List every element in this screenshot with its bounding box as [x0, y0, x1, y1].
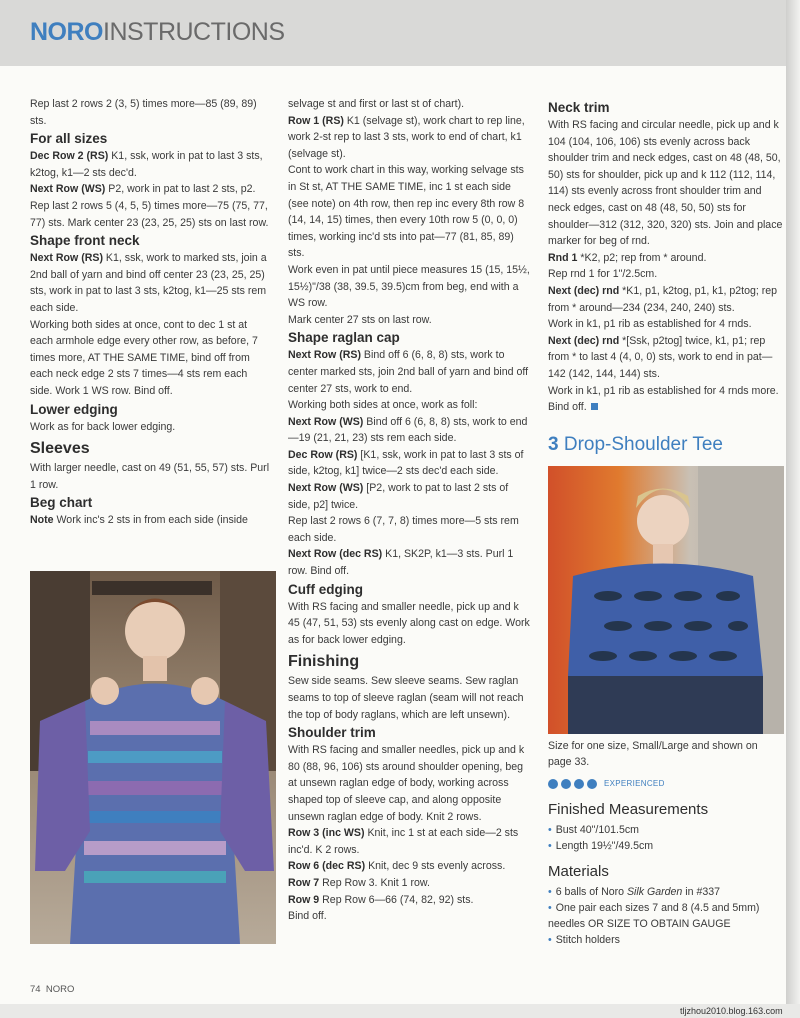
list-item: • Bust 40"/101.5cm [548, 824, 639, 836]
column-3 [548, 98, 784, 416]
section-name: INSTRUCTIONS [103, 18, 285, 46]
section-title [30, 18, 285, 47]
paragraph: Row 9 Rep Row 6—66 (74, 82, 92) sts. [288, 893, 474, 906]
bullet-icon: • [548, 902, 552, 914]
paragraph: Mark center 27 sts on last row. [288, 313, 432, 326]
paragraph: Row 6 (dec RS) Knit, dec 9 sts evenly across. [288, 860, 506, 873]
paragraph: Work as for back lower edging. [30, 420, 176, 433]
pattern-title [548, 434, 723, 456]
paragraph: With larger needle, cast on 49 (51, 55, 57) sts. Purl 1 row. [30, 462, 270, 491]
paragraph: Work in k1, p1 rib as established for 4 rnds more. Bind off. [548, 384, 779, 414]
bullet-icon: • [548, 934, 552, 946]
heading-raglan-cap: Shape raglan cap [288, 330, 400, 346]
paragraph: Note Work inc's 2 sts in from each side (inside [30, 514, 248, 527]
paragraph: Rep last 2 rows 5 (4, 5, 5) times more—75 (75, 77, 77) sts. Mark center 23 (23, 25, 25) sts on last row. [30, 199, 269, 229]
paragraph: With RS facing and circular needle, pick up and k 104 (104, 106, 106) sts evenly across back shoulder trim and neck edges, cast on 48 (48, 50, 50) sts for shoulder, pick up and k 112 (112, 114, 114) sts evenly across front shoulder trim and neck edges, cast on 48 (48, 50, 50) sts for shoulder—312 (312, 320, 320) sts. Join and place marker for beg of rnd. [548, 119, 783, 248]
footer-brand: NORO [45, 984, 75, 995]
skill-dot-icon [548, 779, 558, 789]
paragraph: Row 7 Rep Row 3. Knit 1 row. [288, 876, 430, 889]
brand-name: NORO [30, 18, 103, 46]
skill-level [548, 776, 784, 792]
watermark: tljzhou2010.blog.163.com [680, 1006, 783, 1016]
heading-sleeves: Sleeves [30, 440, 90, 458]
paragraph: Next Row (RS) Bind off 6 (6, 8, 8) sts, work to center marked sts, join 2nd ball of yarn and bind off center 27 sts, work to end. [288, 349, 529, 395]
paragraph: Row 3 (inc WS) Knit, inc 1 st at each side—2 sts inc'd. K 2 rows. [288, 827, 519, 856]
paragraph: Dec Row 2 (RS) K1, ssk, work in pat to last 3 sts, k2tog, k1—2 sts dec'd. [30, 150, 263, 179]
paragraph: selvage st and first or last st of chart). [288, 98, 465, 110]
skill-dot-icon [587, 779, 597, 789]
bullet-icon: • [548, 840, 552, 852]
list-item: • Length 19½"/49.5cm [548, 840, 654, 852]
paragraph: Rep rnd 1 for 1"/2.5cm. [548, 268, 658, 281]
paragraph: Next Row (RS) K1, ssk, work to marked sts, join a 2nd ball of yarn and bind off center 23 (23, 25, 25) sts, work in pat to last 3 sts, k2tog, k1—25 sts rem each side. [30, 252, 267, 314]
paragraph: Row 1 (RS) K1 (selvage st), work chart to rep line, work 2-st rep to last 3 sts, work to end of chart, k1 (selvage st). [288, 114, 525, 160]
paragraph: Work in k1, p1 rib as established for 4 rnds. [548, 318, 752, 331]
skill-dot-icon [574, 779, 584, 789]
paragraph: With RS facing and smaller needle, pick up and k 45 (47, 51, 53) sts evenly along cast on edge. Work as for back lower edging. [288, 600, 530, 646]
heading-lower-edging: Lower edging [30, 401, 118, 417]
paragraph: Next (dec) rnd *K1, p1, k2tog, p1, k1, p2tog; rep from * around—234 (234, 240, 240) sts. [548, 284, 778, 314]
heading-beg-chart: Beg chart [30, 495, 93, 511]
pattern-name: Drop-Shoulder Tee [563, 434, 723, 455]
tee-model-illustration [548, 466, 784, 734]
heading-finished-measurements: Finished Measurements [548, 801, 709, 818]
end-square-icon [591, 403, 598, 410]
list-item: • One pair each sizes 7 and 8 (4.5 and 5mm) needles OR SIZE TO OBTAIN GAUGE [548, 902, 760, 930]
column-1 [30, 96, 270, 529]
page-number: 74 [30, 984, 41, 995]
paragraph: With RS facing and smaller needles, pick up and k 80 (88, 96, 106) sts around shoulder opening, beg at unsewn raglan edge of body, working across shaped top of sleeve cap, and along opposite unsewn raglan edge of body. Knit 2 rows. [288, 744, 525, 823]
paragraph: Dec Row (RS) [K1, ssk, work in pat to last 3 sts of side, k2tog, k1] twice—2 sts dec'd each side. [288, 448, 524, 478]
paragraph: Next Row (WS) Bind off 6 (6, 8, 8) sts, work to end—19 (21, 21, 23) sts rem each side. [288, 415, 528, 445]
heading-materials: Materials [548, 863, 609, 880]
page-header [0, 0, 786, 66]
bullet-icon: • [548, 886, 552, 898]
pattern-number: 3 [548, 434, 559, 455]
column-2 [288, 96, 532, 925]
size-note: Size for one size, Small/Large and shown on page 33. [548, 740, 758, 768]
skill-label: EXPERIENCED [604, 779, 665, 788]
paragraph: Next Row (WS) [P2, work to pat to last 2 sts of side, p2] twice. [288, 482, 509, 511]
sweater-photo [30, 571, 276, 944]
skill-dot-icon [561, 779, 571, 789]
list-item: • Stitch holders [548, 934, 620, 946]
model-illustration [30, 571, 276, 944]
heading-cuff-edging: Cuff edging [288, 581, 363, 597]
heading-shoulder-trim: Shoulder trim [288, 725, 376, 741]
paragraph: Bind off. [288, 910, 327, 923]
tee-details [548, 738, 784, 948]
paragraph: Next (dec) rnd *[Ssk, p2tog] twice, k1, p1; rep from * to last 4 (4, 0, 0) sts, work to end in pat—142 (142, 144, 144) sts. [548, 334, 773, 380]
paragraph: Rep last 2 rows 6 (7, 7, 8) times more—5 sts rem each side. [288, 515, 519, 544]
heading-front-neck: Shape front neck [30, 233, 140, 249]
page-gutter [786, 0, 800, 1004]
paragraph: Rnd 1 *K2, p2; rep from * around. [548, 251, 707, 264]
heading-all-sizes: For all sizes [30, 131, 108, 147]
paragraph: Next Row (WS) P2, work in pat to last 2 sts, p2. [30, 183, 256, 196]
paragraph: Sew side seams. Sew sleeve seams. Sew raglan seams to top of sleeve raglan (seam will not reach the top of body raglans, which are left unsewn). [288, 675, 524, 721]
paragraph: Working both sides at once, work as foll: [288, 399, 478, 412]
paragraph: Rep last 2 rows 2 (3, 5) times more—85 (89, 89) sts. [30, 98, 257, 127]
paragraph: Working both sides at once, cont to dec 1 st at each armhole edge every other row, as before, 7 times more, AT THE SAME TIME, bind off from each neck edge 2 sts 7 times—4 sts rem each side. Work 1 WS row. Bind off. [30, 318, 258, 397]
page-footer [30, 984, 74, 995]
paragraph: Cont to work chart in this way, working selvage sts in St st, AT THE SAME TIME, inc 1 st each side (see note) on 4th row, then rep inc every 8th row 8 (14, 14, 15) times, then every 10th row 5 (0, 0, 0) times, working inc'd sts into pat—77 (81, 85, 89) sts. [288, 164, 525, 260]
tee-photo [548, 466, 784, 734]
paragraph: Next Row (dec RS) K1, SK2P, k1—3 sts. Purl 1 row. Bind off. [288, 548, 514, 578]
bullet-icon: • [548, 824, 552, 836]
paragraph: Work even in pat until piece measures 15 (15, 15½, 15½)"/38 (38, 39.5, 39.5)cm from beg, end with a WS row. [288, 263, 530, 310]
list-item: • 6 balls of Noro Silk Garden in #337 [548, 886, 721, 898]
heading-finishing: Finishing [288, 653, 360, 671]
heading-neck-trim: Neck trim [548, 100, 610, 115]
